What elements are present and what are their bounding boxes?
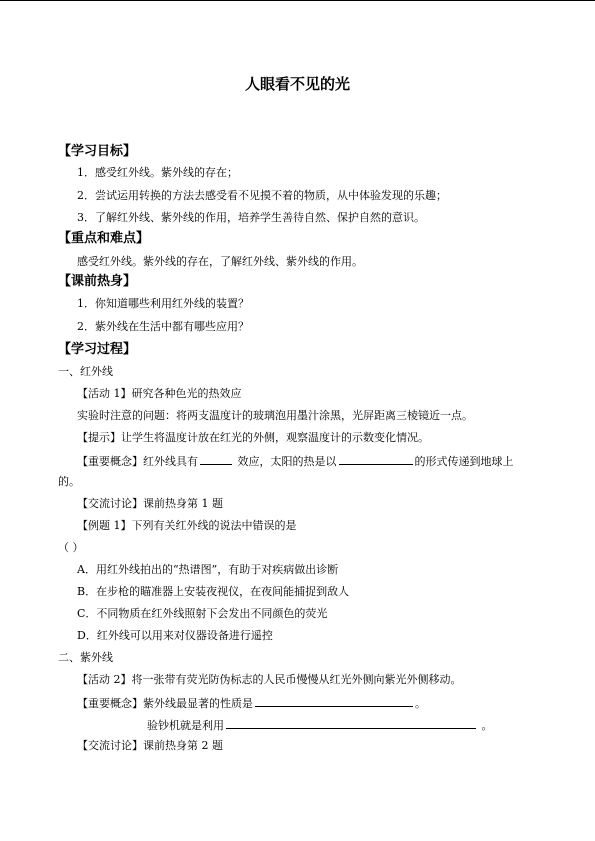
blank-uv-usage[interactable] <box>226 717 476 729</box>
concept-uv-a: 【重要概念】紫外线最显著的性质是 <box>77 697 253 710</box>
page-title: 人眼看不见的光 <box>244 75 350 93</box>
hint-text: 【提示】让学生将温度计放在红光的外侧，观察温度计的示数变化情况。 <box>77 431 429 444</box>
concept-infrared-b: 效应，太阳的热是以 <box>237 455 337 468</box>
section-heading-key: 【重点和难点】 <box>58 231 150 246</box>
goal-item-1: 1．感受红外线。紫外线的存在； <box>77 166 238 179</box>
concept-infrared-a: 【重要概念】红外线具有 <box>77 455 198 468</box>
option-b: B．在步枪的瞄准器上安装夜视仪，在夜间能捕捉到敌人 <box>77 585 350 598</box>
key-points-text: 感受红外线。紫外线的存在，了解红外线、紫外线的作用。 <box>77 255 363 268</box>
blank-uv-property[interactable] <box>255 695 413 707</box>
page-top-rule <box>0 0 595 1</box>
concept-infrared-d: 的。 <box>58 475 80 488</box>
activity-1: 【活动 1】研究各种色光的热效应 <box>77 387 242 400</box>
experiment-note: 实验时注意的问题：将两支温度计的玻璃泡用墨汁涂黑，光屏距离三棱镜近一点。 <box>77 409 473 422</box>
warmup-item-1: 1．你知道哪些利用红外线的装置？ <box>77 297 249 310</box>
discussion-1: 【交流讨论】课前热身第 1 题 <box>77 497 223 510</box>
concept-infrared-line <box>77 453 514 469</box>
goal-item-2: 2．尝试运用转换的方法去感受看不见摸不着的物质，从中体验发现的乐趣； <box>77 189 447 202</box>
warmup-item-2: 2．紫外线在生活中都有哪些应用？ <box>77 320 249 333</box>
blank-transfer-form[interactable] <box>339 453 413 465</box>
example-1: 【例题 1】下列有关红外线的说法中错误的是 <box>77 519 297 532</box>
blank-effect[interactable] <box>200 453 232 465</box>
goal-item-3: 3．了解红外线、紫外线的作用，培养学生善待自然、保护自然的意识。 <box>77 211 425 224</box>
concept-uv-b-end: 。 <box>481 719 493 732</box>
option-a: A．用红外线拍出的“热谱图”，有助于对疾病做出诊断 <box>77 563 339 576</box>
concept-uv-line <box>77 695 426 711</box>
part2-title: 二、紫外线 <box>58 651 113 664</box>
section-heading-warmup: 【课前热身】 <box>58 274 137 289</box>
option-d: D．红外线可以用来对仪器设备进行遥控 <box>77 629 273 642</box>
concept-uv-line-2 <box>147 717 493 733</box>
option-c: C．不同物质在红外线照射下会发出不同颜色的荧光 <box>77 607 328 620</box>
concept-uv-end: 。 <box>415 697 426 710</box>
part1-title: 一、红外线 <box>58 365 113 378</box>
answer-bracket[interactable]: （ ） <box>58 541 84 554</box>
section-heading-goals: 【学习目标】 <box>58 144 137 159</box>
section-heading-process: 【学习过程】 <box>58 342 137 357</box>
activity-2: 【活动 2】将一张带有荧光防伪标志的人民币慢慢从红光外侧向紫光外侧移动。 <box>77 673 462 686</box>
concept-infrared-c: 的形式传递到地球上 <box>414 455 514 468</box>
discussion-2: 【交流讨论】课前热身第 2 题 <box>77 739 223 752</box>
concept-uv-b: 验钞机就是利用 <box>147 719 224 732</box>
